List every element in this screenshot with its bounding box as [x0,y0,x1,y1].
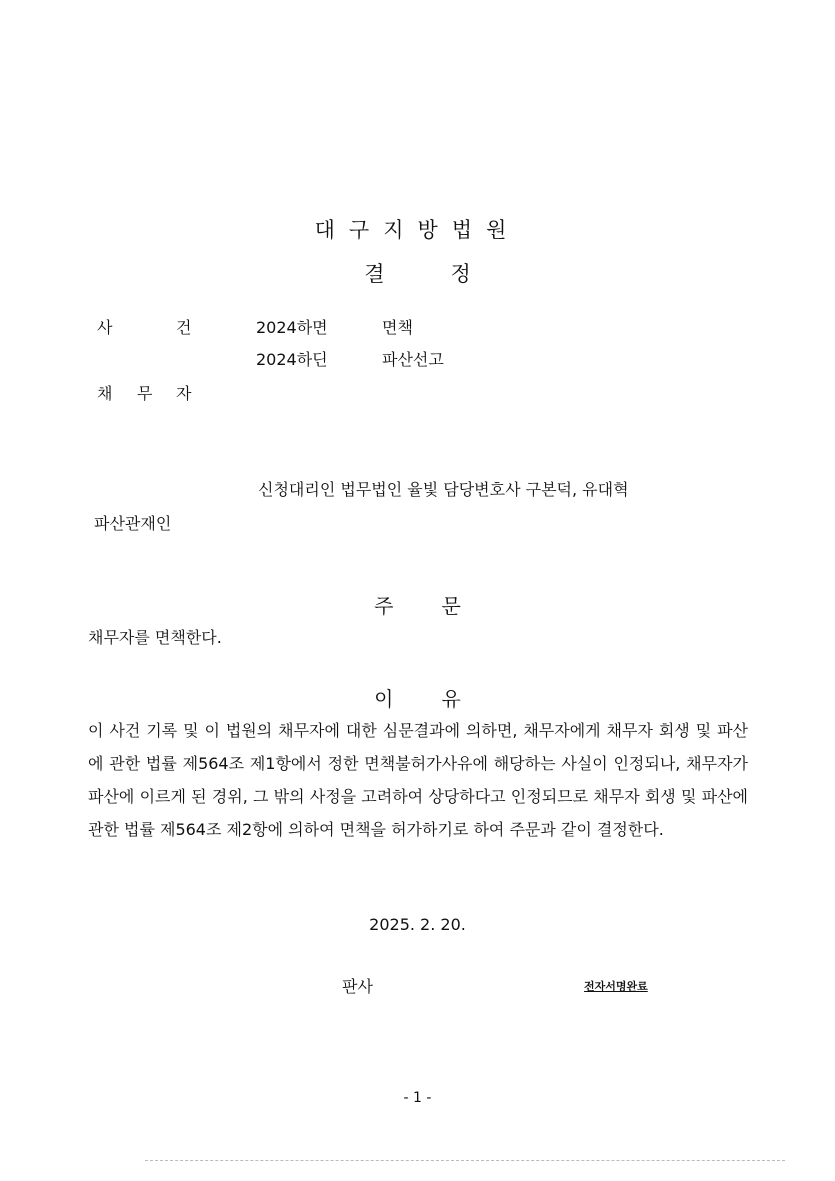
case-name-1: 면책 [382,318,413,337]
page-number: - 1 - [403,1090,432,1106]
decision-date: 2025. 2. 20. [369,915,466,934]
reasons-title-char-1: 이 [374,687,394,711]
trustee-label: 파산관재인 [94,514,172,533]
document-type-char-2: 정 [450,262,471,286]
document-type-char-1: 결 [364,262,385,286]
case-label-char-2: 건 [176,318,192,337]
debtor-label-char-2: 무 [137,384,153,403]
document-type [0,258,835,288]
reasons-title-char-2: 유 [441,687,461,711]
order-text: 채무자를 면책한다. [88,628,222,647]
order-title-char-2: 문 [441,594,461,618]
reasons-text: 이 사건 기록 및 이 법원의 채무자에 대한 심문결과에 의하면, 채무자에게 채무자 회생 및 파산에 관한 법률 제564조 제1항에서 정한 면책불허가사유에 해당하는 사실이 인정되나, 채무자가 파산에 이르게 된 경위, 그 밖의 사정을 고려하여 상당하다고 인정되므로 채무자 회생 및 파산에 관한 법률 제564조 제2항에 의하여 면책을 허가하기로 하여 주문과 같이 결정한다. [88,721,748,839]
order-title [0,590,835,619]
case-number-1: 2024하면 [256,318,328,337]
debtor-agent: 신청대리인 법무법인 율빛 담당변호사 구본덕, 유대혁 [258,480,629,499]
order-title-char-1: 주 [374,594,394,618]
case-name-2: 파산선고 [382,350,444,369]
court-name: 대구지방법원 [314,218,521,242]
debtor-label-char-3: 자 [176,384,192,403]
case-label-char-1: 사 [97,318,113,337]
footer-divider [145,1160,785,1161]
debtor-label-char-1: 채 [97,384,113,403]
reasons-title [0,683,835,712]
judge-label: 판사 [342,977,373,996]
electronic-signature: 전자서명완료 [584,980,648,993]
case-number-2: 2024하딘 [256,350,328,369]
